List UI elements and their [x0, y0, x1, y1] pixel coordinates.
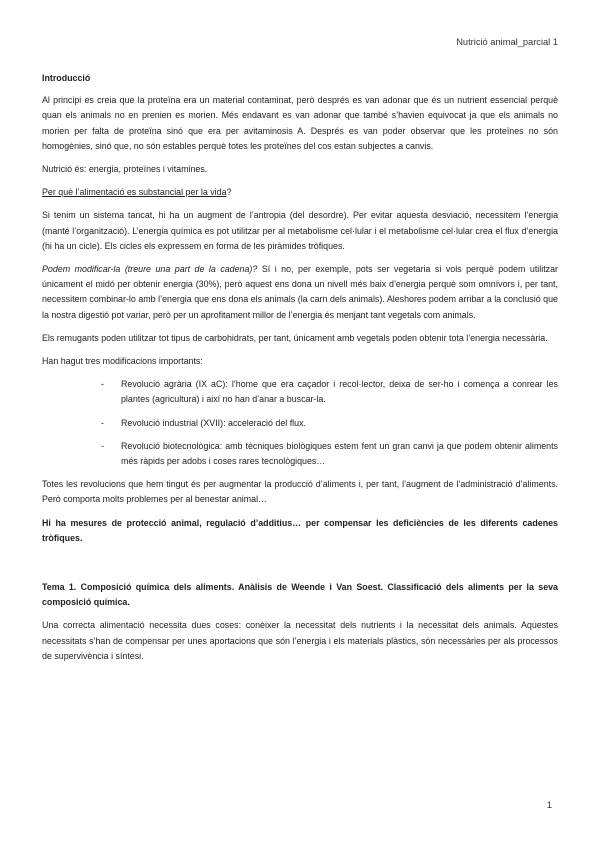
question-text: Per què l’alimentació es substancial per la vida	[42, 187, 227, 198]
list-item-revolucio-agraria: - Revolució agrària (IX aC): l’home que era caçador i recol·lector, deixa de ser-ho i comença a conrear les plantes (agricultura) i així no han d’anar a buscar-la.	[101, 379, 558, 405]
question-mark: ?	[226, 187, 232, 198]
revolutions-list	[42, 377, 558, 469]
paragraph-modificar	[42, 262, 558, 323]
page-number: 1	[546, 800, 552, 811]
section-title-introduccio: Introducció	[42, 73, 91, 83]
paragraph-nutricio: Nutrició és: energia, proteïnes i vitamines.	[42, 164, 208, 175]
paragraph-modificar-answer: Sí i no, per exemple, pots ser vegetaria si vols perquè podem utilitzar únicament el midó per obtenir energia (30%), però aquest ens dona un nivell més baix d’energia perquè som omnívors i, per tant, necessitem combinar-lo amb l’energia que ens dona els animals (la carn dels animals). Aleshores podem arribar a la conclusió que la nostra digestió pot variar, però per un aprofitament millor de l’energia és menjant tant vegetals com animals.	[42, 264, 558, 320]
page-header: Nutrició animal_parcial 1	[456, 37, 558, 47]
list-dash: -	[101, 379, 104, 390]
paragraph-modificar-question: Podem modificar-la (treure una part de la cadena)?	[42, 264, 258, 275]
section-spacer	[42, 554, 558, 580]
list-dash: -	[101, 440, 104, 451]
document-body	[42, 71, 558, 672]
paragraph-modificacions: Han hagut tres modificacions importants:	[42, 356, 203, 367]
paragraph-remugants: Els remugants poden utilitzar tot tipus de carbohidrats, per tant, únicament amb vegetals poden obtenir tota l’energia necessària.	[42, 332, 548, 343]
list-dash: -	[101, 417, 104, 428]
paragraph-revolucions: Totes les revolucions que hem tingut és per augmentar la producció d’aliments i, per tant, l’augment de l’administració d’aliments. Però comporta molts problemes per al benestar animal…	[42, 479, 558, 505]
paragraph-entropia: Si tenim un sistema tancat, hi ha un augment de l’antropia (del desordre). Per evitar aquesta desviació, necessitem l’energia (manté l’organització). L’energia química es pot utilitzar per al metabolisme cel·lular i el metabolisme cel·lular crea el flux d’energia (hi ha un cicle). Els cicles els expressem en forma de les piràmides tròfiques.	[42, 210, 558, 251]
section-title-tema1: Tema 1. Composició química dels aliments. Anàlisis de Weende i Van Soest. Classificació dels aliments per la seva composició química.	[42, 582, 558, 608]
list-item-revolucio-biotecnologica: - Revolució biotecnològica: amb tècniques biològiques estem fent un gran canvi ja que podem obtenir aliments més ràpids per adobs i coses rares tecnològiques…	[101, 440, 558, 467]
paragraph-mesures: Hi ha mesures de protecció animal, regulació d’additius… per compensar les deficiències de les diferents cadenes tròfiques.	[42, 517, 558, 543]
list-item-revolucio-industrial: - Revolució industrial (XVII): acceleració del flux.	[42, 416, 558, 431]
paragraph-alimentacio: Una correcta alimentació necessita dues coses: conèixer la necessitat dels nutrients i la necessitat dels animals. Aquestes necessitats s’han de compensar per unes aportacions que són l’energia i els materials plàstics, són necessàries per als processos de supervivència i síntesi.	[42, 620, 558, 661]
question-heading	[42, 185, 558, 200]
paragraph-proteina: Al principi es creia que la proteïna era un material contaminat, però després es van adonar que és un nutrient essencial perquè quan els animals no en prenien es morien. Més endavant es van adonar que també s’havien equivocat ja que els animals no morien per falta de proteïna sinó que era per avitaminosis A. Després es van poder observar que les proteïnes no són homogènies, sinó que, no són estables perquè totes les proteïnes del cos estan subjectes a canvis.	[42, 95, 558, 151]
